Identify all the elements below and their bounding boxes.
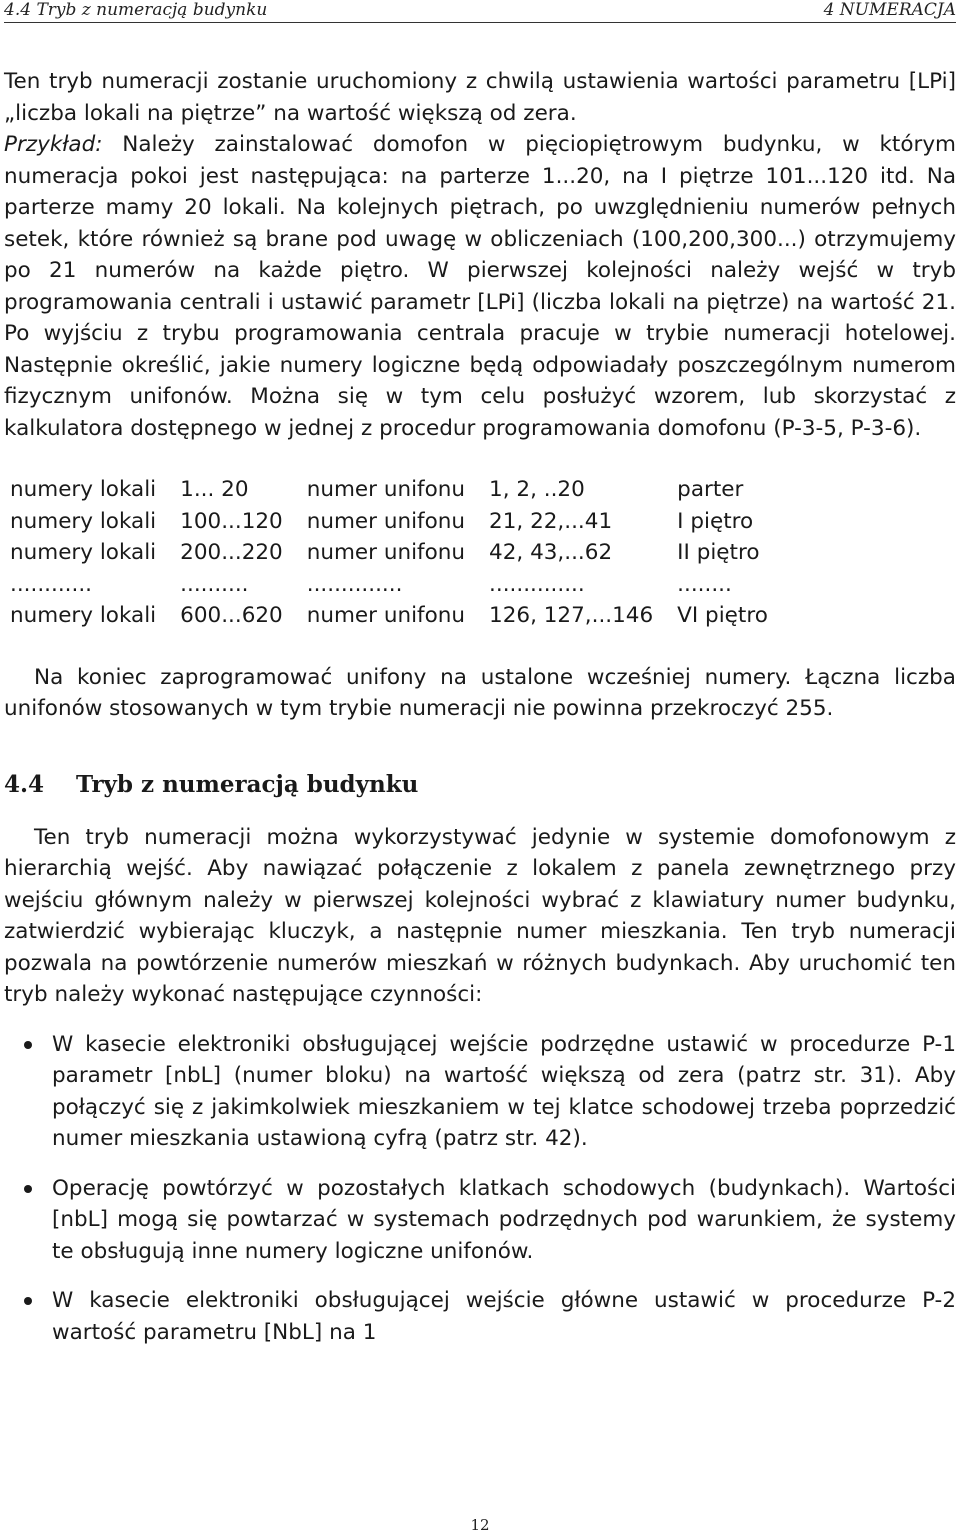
- numbering-table-body: [10, 474, 792, 632]
- table-row: [10, 600, 792, 632]
- table-cell: 21, 22,...41: [489, 508, 613, 534]
- list-item: [4, 1285, 956, 1348]
- table-cell: parter: [677, 477, 744, 502]
- table-cell: 1... 20: [180, 477, 249, 502]
- bullet-icon: [24, 1297, 32, 1305]
- table-cell: 100...120: [180, 508, 283, 534]
- table-cell: 126, 127,...146: [489, 603, 654, 628]
- table-cell: numer unifonu: [306, 540, 466, 565]
- table-cell: 1, 2, ..20: [489, 477, 585, 502]
- table-cell: numery lokali: [10, 508, 157, 534]
- table-cell: ..........: [180, 571, 249, 597]
- bullet-icon: [24, 1041, 32, 1049]
- table-cell: numer unifonu: [306, 508, 466, 534]
- table-cell: 200...220: [180, 540, 283, 565]
- table-cell: ............: [10, 571, 93, 597]
- table-row: [10, 506, 792, 538]
- example-label: Przykład:: [4, 132, 103, 157]
- table-cell: numery lokali: [10, 603, 157, 628]
- table-cell: ..............: [489, 571, 585, 597]
- table-cell: numer unifonu: [306, 477, 466, 502]
- section-title: Tryb z numeracją budynku: [76, 770, 419, 798]
- table-cell: numer unifonu: [306, 603, 466, 628]
- running-header: [4, 0, 956, 23]
- example-text: Należy zainstalować domofon w pięciopiętrowym budynku, w którym numeracja pokoi jest następująca: na parterze 1...20, na I piętrze 101...120 itd. Na parterze mamy 20 lokali. Na kolejnych piętrach, po uwzględnieniu numerów pełnych setek, które również są brane pod uwagę w obliczeniach (100,200,300...) otrzymujemy po 21 numerów na każde piętro. W pierwszej kolejności należy wejść w tryb programowania centrali i ustawić parametr [LPi] (liczba lokali na piętrze) na wartość 21. Po wyjściu z trybu programowania centrala pracuje w trybie numeracji hotelowej. Następnie określić, jakie numery logiczne będą odpowiadały poszczególnym numerom fizycznym unifonów. Można się w tym celu posłużyć wzorem, lub skorzystać z kalkulatora dostępnego w jednej z procedur programowania domofonu (P-3-5, P-3-6).: [4, 132, 956, 441]
- table-cell: I piętro: [677, 508, 754, 534]
- table-row: [10, 569, 792, 601]
- list-item: [4, 1029, 956, 1155]
- document-body: [4, 66, 956, 1366]
- table-cell: numery lokali: [10, 540, 157, 565]
- list-item-text: W kasecie elektroniki obsługującej wejście główne ustawić w procedurze P-2 wartość parametru [NbL] na 1: [52, 1288, 956, 1345]
- list-item-text: W kasecie elektroniki obsługującej wejście podrzędne ustawić w procedurze P-1 parametr [nbL] (numer bloku) na wartość większą od zera (patrz str. 31). Aby połączyć się z jakimkolwiek mieszkaniem w tej klatce schodowej trzeba poprzedzić numer mieszkania ustawioną cyfrą (patrz str. 42).: [52, 1031, 956, 1151]
- page-number: 12: [470, 1516, 490, 1534]
- table-cell: 600...620: [180, 603, 283, 628]
- table-cell: ..............: [306, 571, 403, 597]
- section-number: 4.4: [4, 770, 45, 798]
- table-cell: ........: [677, 571, 732, 597]
- table-cell: numery lokali: [10, 477, 157, 502]
- steps-list: [4, 1029, 956, 1349]
- table-row: [10, 537, 792, 569]
- header-chapter-title: 4 NUMERACJA: [823, 0, 956, 20]
- table-cell: VI piętro: [677, 603, 768, 628]
- list-item-text: Operację powtórzyć w pozostałych klatkach schodowych (budynkach). Wartości [nbL] mogą się powtarzać w systemach podrzędnych pod warunkiem, że systemy te obsługują inne numery logiczne unifonów.: [52, 1175, 956, 1264]
- numbering-table: [10, 474, 792, 632]
- paragraph-example: [4, 129, 956, 444]
- list-item: [4, 1173, 956, 1268]
- table-cell: 42, 43,...62: [489, 540, 613, 565]
- paragraph-conclusion: Na koniec zaprogramować unifony na ustalone wcześniej numery. Łączna liczba unifonów stosowanych w tym trybie numeracji nie powinna przekroczyć 255.: [4, 664, 956, 721]
- section-heading: [4, 771, 956, 798]
- paragraph-building-mode: Ten tryb numeracji można wykorzystywać jedynie w systemie domofonowym z hierarchią wejść. Aby nawiązać połączenie z lokalem z panela zewnętrznego przy wejściu głównym należy w pierwszej kolejności wybrać z klawiatury numer budynku, zatwierdzić wybierając kluczyk, a następnie numer mieszkania. Ten tryb numeracji pozwala na powtórzenie numerów mieszkań w różnych budynkach. Aby uruchomić ten tryb należy wykonać następujące czynności:: [4, 824, 956, 1007]
- bullet-icon: [24, 1185, 32, 1193]
- table-cell: II piętro: [677, 540, 760, 565]
- header-section-title: 4.4 Tryb z numeracją budynku: [4, 0, 268, 20]
- table-row: [10, 474, 792, 506]
- paragraph-intro: Ten tryb numeracji zostanie uruchomiony z chwilą ustawienia wartości parametru [LPi] „liczba lokali na piętrze” na wartość większą od zera.: [4, 69, 956, 126]
